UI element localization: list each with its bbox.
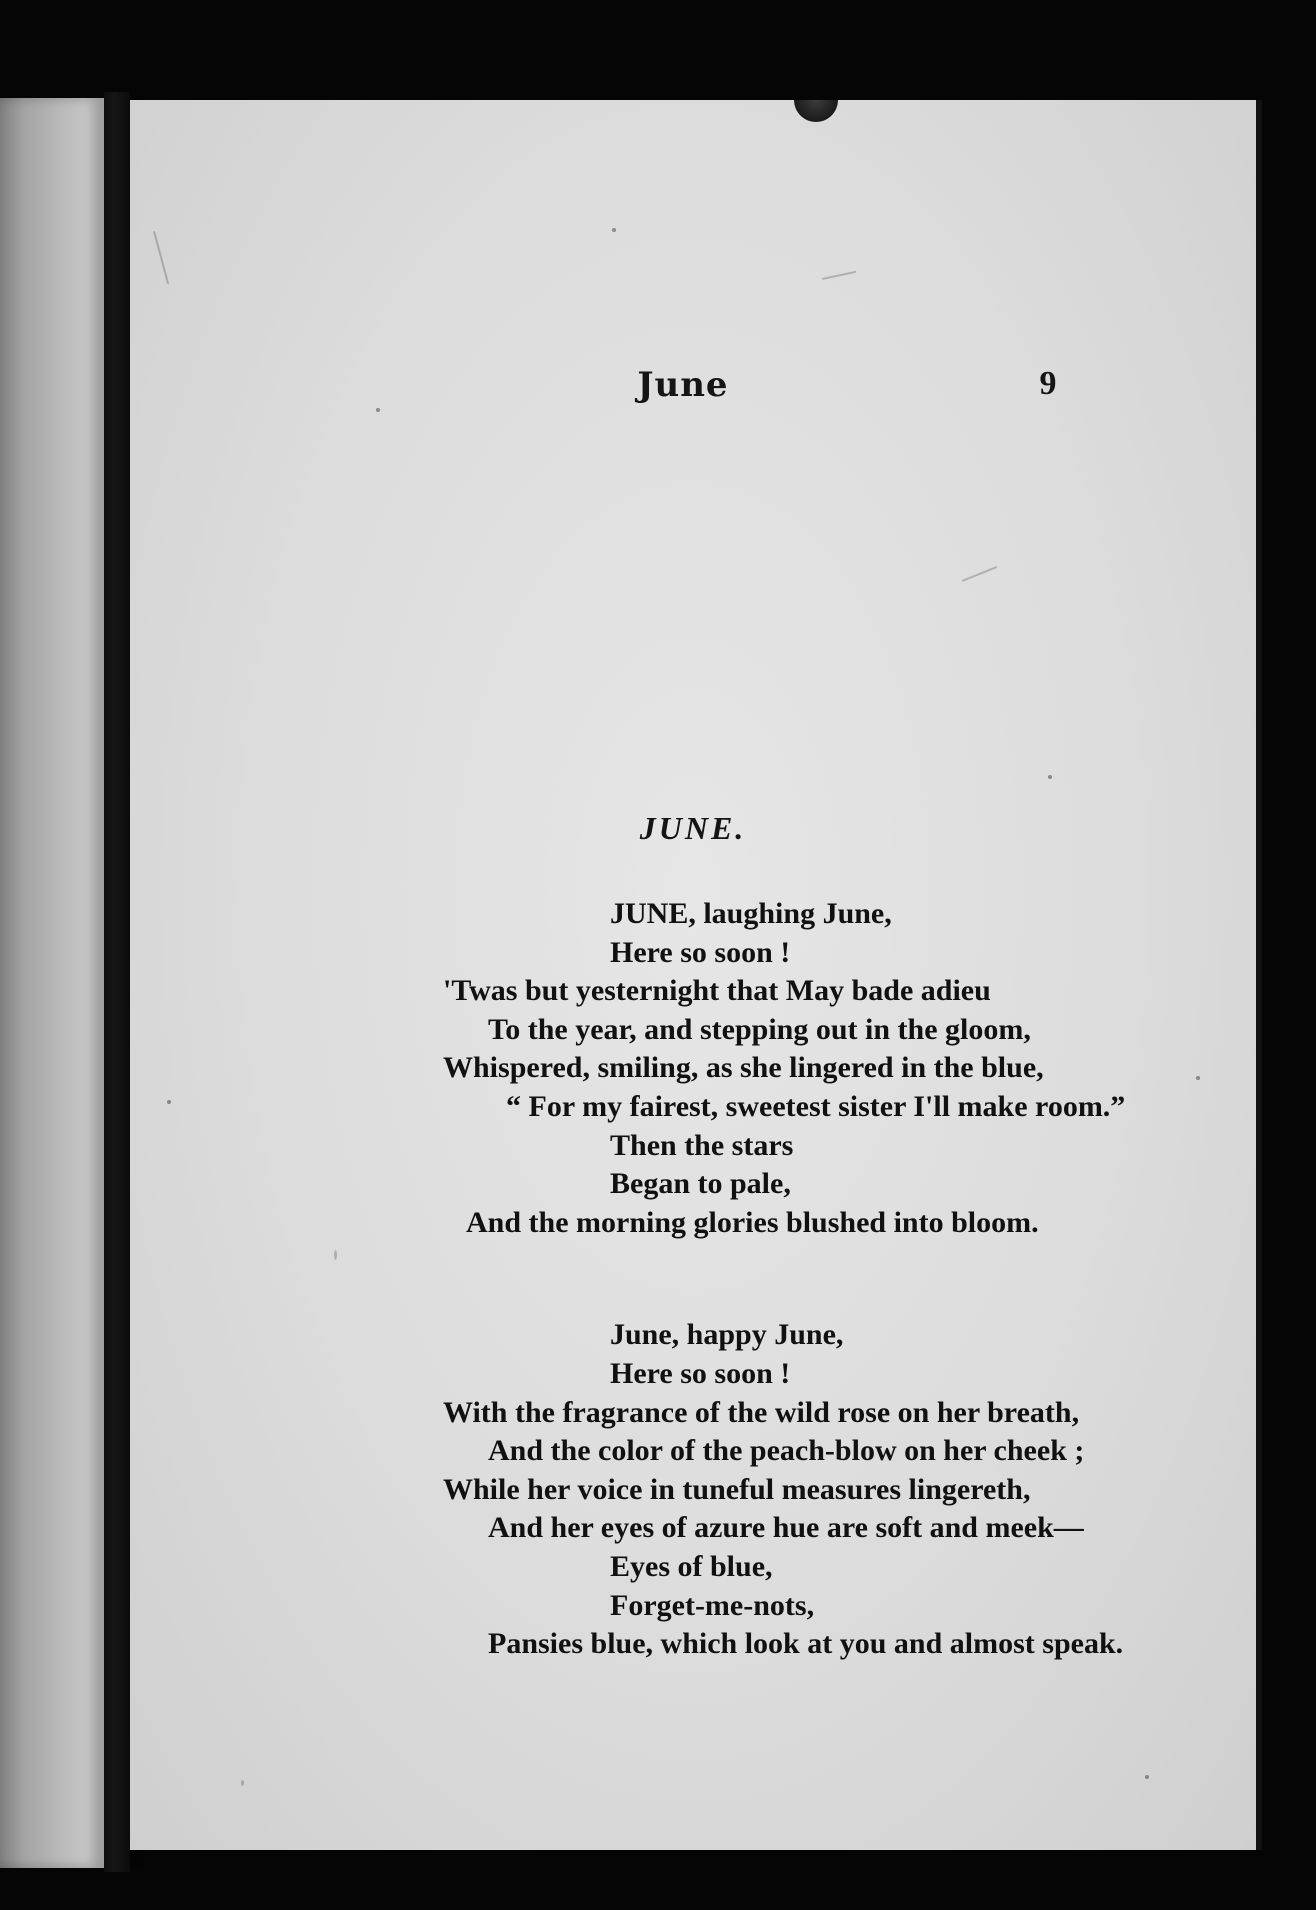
paper-speck (612, 228, 616, 232)
poem-line: June, happy June, (610, 1318, 844, 1352)
paper-mark (334, 1250, 337, 1260)
page-header (130, 365, 1256, 415)
poem-line: Here so soon ! (610, 1356, 791, 1390)
paper-speck (1048, 775, 1052, 779)
poem-line: Pansies blue, which look at you and almost speak. (488, 1627, 1124, 1661)
book-spine (104, 92, 130, 1872)
page-sheet (130, 100, 1262, 1850)
left-page-strip (0, 98, 104, 1868)
poem-line: Here so soon ! (610, 935, 791, 969)
poem-line: Forget-me-nots, (610, 1588, 815, 1622)
poem-line: To the year, and stepping out in the gloom, (488, 1012, 1031, 1046)
poem-line: Whispered, smiling, as she lingered in the blue, (443, 1051, 1044, 1085)
paper-speck (1145, 1775, 1149, 1779)
poem-line: Eyes of blue, (610, 1549, 773, 1583)
poem-body (130, 895, 1256, 1664)
poem-title: JUNE. (639, 810, 747, 846)
running-title: June (637, 365, 729, 405)
poem-line: With the fragrance of the wild rose on her breath, (443, 1395, 1080, 1429)
poem-line: Began to pale, (610, 1167, 791, 1201)
poem-line: And her eyes of azure hue are soft and meek— (488, 1511, 1084, 1545)
page-number: 9 (1039, 365, 1057, 402)
paper-scratch (822, 271, 857, 280)
poem-line: And the color of the peach-blow on her cheek ; (488, 1434, 1085, 1468)
scan-top-mark (794, 100, 838, 122)
poem-line: “ For my fairest, sweetest sister I'll make room.” (506, 1089, 1126, 1123)
stanza-1 (130, 895, 1256, 1242)
poem-line: 'Twas but yesternight that May bade adieu (443, 974, 991, 1008)
paper-mark (241, 1780, 244, 1786)
poem-line: JUNE, laughing June, (610, 897, 892, 930)
poem-line: While her voice in tuneful measures lingereth, (443, 1472, 1031, 1506)
stanza-2 (130, 1316, 1256, 1663)
paper-scratch (962, 566, 998, 582)
paper-scratch (153, 231, 169, 285)
poem-line: Then the stars (610, 1128, 794, 1162)
poem-line: And the morning glories blushed into bloom. (466, 1205, 1039, 1239)
